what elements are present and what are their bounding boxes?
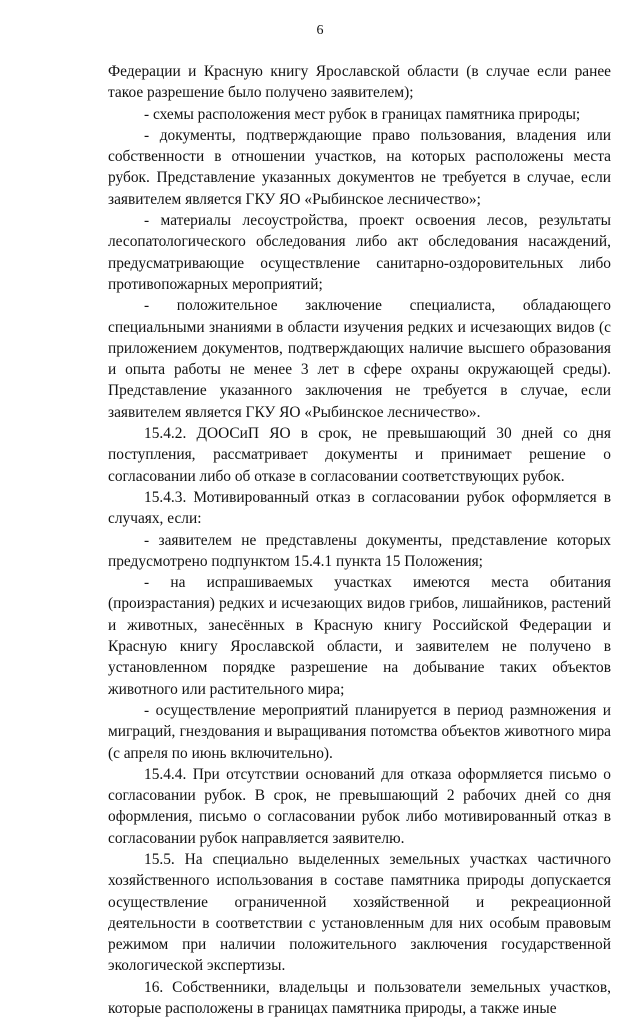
list-item: - на испрашиваемых участках имеются места обитания (произрастания) редких и исчезающих видов грибов, лишайников, растений и животных, занесённых в Красную книгу Российской Федерации и Красную книгу Ярославской области, и заявителем не получено в установленном порядке разрешение на добывание таких объектов животного или растительного мира;	[108, 574, 611, 698]
paragraph: 16. Собственники, владельцы и пользователи земельных участков, которые расположены в границах памятника природы, а также иные	[108, 978, 611, 1018]
paragraph: 15.4.3. Мотивированный отказ в согласовании рубок оформляется в случаях, если:	[108, 488, 611, 528]
paragraph: Федерации и Красную книгу Ярославской области (в случае если ранее такое разрешение было получено заявителем);	[108, 63, 611, 102]
document-body	[108, 61, 611, 1019]
list-item: - осуществление мероприятий планируется в период размножения и миграций, гнездования и выращивания потомства объектов животного мира (с апреля по июнь включительно).	[108, 701, 611, 762]
list-item: - материалы лесоустройства, проект освоения лесов, результаты лесопатологического обследования либо акт обследования насаждений, предусматривающие осуществление санитарно-оздоровительных либо противопожарных мероприятий;	[108, 212, 611, 293]
paragraph: 15.4.4. При отсутствии оснований для отказа оформляется письмо о согласовании рубок. В срок, не превышающий 2 рабочих дней со дня оформления, письмо о согласовании рубок либо мотивированный отказ в согласовании рубок направляется заявителю.	[108, 765, 611, 847]
page-number: 6	[316, 23, 324, 38]
list-item: - заявителем не представлены документы, представление которых предусмотрено подпунктом 15.4.1 пункта 15 Положения;	[108, 531, 611, 570]
paragraph: 15.4.2. ДООСиП ЯО в срок, не превышающий 30 дней со дня поступления, рассматривает документы и принимает решение о согласовании либо об отказе в согласовании соответствующих рубок.	[108, 425, 611, 485]
list-item: - документы, подтверждающие право пользования, владения или собственности в отношении участков, на которых расположены места рубок. Представление указанных документов не требуется в случае, если заявителем является ГКУ ЯО «Рыбинское лесничество»;	[108, 126, 611, 208]
paragraph: 15.5. На специально выделенных земельных участках частичного хозяйственного использования в составе памятника природы допускается осуществление ограниченной хозяйственной и рекреационной деятельности в соответствии с установленным для них особым правовым режимом при наличии положительного заключения государственной экологической экспертизы.	[108, 850, 611, 975]
list-item: - схемы расположения мест рубок в границах памятника природы;	[144, 105, 581, 123]
list-item: - положительное заключение специалиста, обладающего специальными знаниями в области изучения редких и исчезающих видов (с приложением документов, подтверждающих наличие высшего образования и опыта работы не менее 3 лет в сфере охраны окружающей среды). Представление указанного заключения не требуется в случае, если заявителем является ГКУ ЯО «Рыбинское лесничество».	[108, 297, 611, 421]
